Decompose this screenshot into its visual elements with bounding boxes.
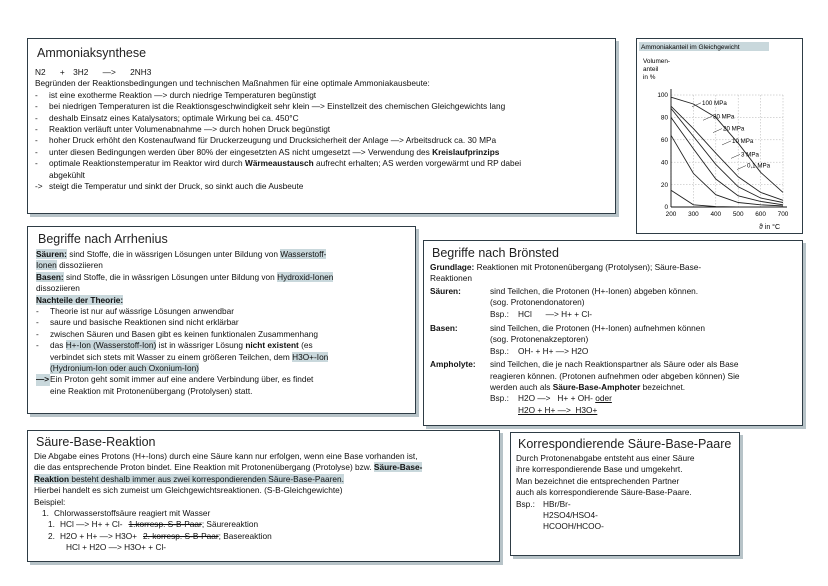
x-tick-label: 700 (777, 211, 789, 218)
series-line-1 (671, 106, 783, 200)
acid-definition: Säuren: sind Teilchen, die Protonen (H+-Ionen) abgeben können. (430, 285, 699, 296)
ampholyte-definition-cont: reagieren können. (Protonen aufnehmen oder abgeben können) Sie (490, 370, 740, 381)
y-axis-label-3: in % (643, 74, 656, 81)
y-tick-label: 100 (657, 92, 668, 100)
ampholyte-example: Bsp.: H2O —> H+ + OH- oder (490, 393, 612, 404)
list-item: - Theorie ist nur auf wässrige Lösungen anwendbar (36, 306, 235, 317)
disadvantages-heading: Nachteile der Theorie: (36, 294, 124, 305)
list-item: - zwischen Säuren und Basen gibt es keinen funktionalen Zusammenhang (36, 328, 318, 339)
section-title: Säure-Base-Reaktion (36, 435, 156, 449)
chart-ticks (657, 92, 788, 218)
acid-definition-cont: (sog. Protonendonatoren) (490, 297, 585, 308)
series-line-4 (671, 135, 783, 206)
y-axis-label-2: anteil (643, 66, 659, 73)
x-tick-label: 300 (688, 211, 699, 218)
y-tick-label: 80 (660, 114, 668, 122)
series-label: 100 MPa (702, 99, 727, 107)
bullet-list (35, 90, 608, 193)
series-label-leader (731, 154, 740, 158)
list-item: - saure und basische Reaktionen sind nicht erklärbar (36, 317, 239, 328)
example-item: Bsp.: HBr/Br- (516, 498, 571, 509)
paragraph-line: Reaktion besteht deshalb immer aus zwei korrespondierenden Säure-Base-Paaren. (34, 473, 344, 484)
chart-grid (671, 95, 783, 207)
example-item: H2SO4/HSO4- (543, 510, 598, 521)
section-title: Korrespondierende Säure-Base-Paare (518, 437, 732, 451)
list-item: - das H+-Ion (Wasserstoff-Ion) ist in wässriger Lösung nicht existent (es (36, 340, 313, 351)
series-label: 30 MPa (713, 113, 735, 121)
example-item: 1. Chlorwasserstoffsäure reagiert mit Wasser (42, 508, 211, 519)
list-item-continuation: abgekühlt (49, 169, 85, 180)
list-item: - bei niedrigen Temperaturen ist die Reaktionsgeschwindigkeit sehr klein —> Einstellzeit des chemischen Gleichgewichts lang (35, 101, 506, 112)
x-axis-label: ϑ in °C (759, 224, 781, 231)
list-item: - optimale Reaktionstemperatur im Reaktor wird durch Wärmeaustausch aufrecht erhalten; AS werden vorgewärmt und RP dabei (35, 158, 522, 169)
section-title: Begriffe nach Brönsted (432, 246, 559, 260)
intro-text: Begründen der Reaktionsbedingungen und technischen Maßnahmen für eine optimale Ammoniakausbeute: (35, 78, 430, 89)
base-definition: Basen: sind Stoffe, die in wässrigen Lösungen unter Bildung von Hydroxid-Ionen (36, 271, 334, 282)
list-item: - hoher Druck erhöht den Kostenaufwand für Druckerzeugung und Drucksicherheit der Anlage —> Arbeitsdruck ca. 30 MPa (35, 135, 497, 146)
example-equation: 2. H2O + H+ —> H3O+ 2. korresp. S-B-Paar ; Basereaktion (48, 530, 272, 541)
y-tick-label: 20 (660, 181, 668, 189)
paragraph-line: die das entsprechende Proton bindet. Eine Reaktion mit Protonenübergang (Protolyse) bzw. Säure-Base- (34, 462, 423, 473)
paragraph-line: Die Abgabe eines Protons (H+-Ions) durch eine Säure kann nur erfolgen, wenn eine Base vorhanden ist, (34, 451, 418, 461)
basis-definition-cont: Reaktionen (430, 273, 472, 284)
acid-definition-cont: Ionen dissoziieren (36, 260, 103, 271)
equilibrium-chart-section (636, 38, 803, 234)
paragraph-line: Durch Protonenabgabe entsteht aus einer Säure (516, 453, 695, 463)
example-equation: 1. HCl —> H+ + Cl- 1.korresp. S-B-Paar ; Säurereaktion (48, 519, 259, 530)
series-label: 10 MPa (732, 137, 754, 145)
arrhenius-section (27, 226, 416, 414)
base-example: Bsp.: OH- + H+ —> H2O (490, 345, 589, 356)
ampholyte-definition: Ampholyte: sind Teilchen, die je nach Reaktionspartner als Säure oder als Base (430, 359, 739, 370)
series-label-leader (713, 129, 722, 133)
base-definition-cont: (sog. Protonenakzeptoren) (490, 334, 589, 345)
chart-title: Ammoniakanteil im Gleichgewicht (641, 44, 740, 51)
example-equation: HCl + H2O —> H3O+ + Cl- (66, 542, 167, 553)
acid-definition: Säuren: sind Stoffe, die in wässrigen Lösungen unter Bildung von Wasserstoff- (36, 249, 327, 259)
x-tick-label: 400 (710, 211, 722, 218)
ampholyte-definition-cont: werden auch als Säure-Base-Amphoter bezeichnet. (490, 382, 686, 393)
series-label: 0,1 MPa (747, 162, 771, 170)
paragraph-line: Hierbei handelt es sich zumeist um Gleichgewichtsreaktionen. (S-B-Gleichgewichte) (34, 485, 343, 496)
paragraph-line: Man bezeichnet die entsprechenden Partner (516, 475, 680, 486)
series-label: 3 MPa (741, 151, 759, 159)
series-label: 20 MPa (723, 125, 745, 133)
conclusion-line: —> Ein Proton geht somit immer auf eine andere Verbindung über, es findet (36, 374, 314, 385)
base-definition: Basen: sind Teilchen, die Protonen (H+-Ionen) aufnehmen können (430, 323, 706, 334)
basis-definition: Grundlage: Reaktionen mit Protonenübergang (Protolysen); Säure-Base- (430, 262, 702, 272)
section-title: Ammoniaksynthese (37, 46, 147, 60)
x-tick-label: 500 (732, 211, 744, 218)
ammonia-equilibrium-chart (637, 39, 802, 233)
x-tick-label: 600 (755, 211, 766, 218)
x-tick-label: 200 (665, 211, 677, 218)
acid-example: Bsp.: HCl —> H+ + Cl- (490, 308, 592, 319)
example-item: HCOOH/HCOO- (543, 521, 604, 532)
list-item-continuation: verbindet sich stets mit Wasser zu einem größeren Teilchen, dem H3O+-Ion (50, 351, 329, 362)
broensted-section (423, 240, 803, 426)
y-tick-label: 60 (660, 137, 668, 144)
reaction-equation: N2 + 3H2 —> 2NH3 (35, 67, 152, 77)
series-line-0 (671, 97, 783, 192)
list-item: - deshalb Einsatz eines Katalysators; optimale Wirkung bei ca. 450°C (35, 112, 299, 123)
list-item: - unter diesen Bedingungen werden über 80% der eingesetzten AS nicht umgesetzt —> Verwendung des Kreislaufprinzips (35, 146, 500, 157)
paragraph-line: auch als korrespondierende Säure-Base-Paare. (516, 487, 692, 498)
conclusion-line: -> steigt die Temperatur und sinkt der Druck, so sinkt auch die Ausbeute (35, 181, 304, 192)
saeure-base-reaktion-section (27, 430, 500, 562)
korrespondierende-paare-section (510, 432, 740, 556)
series-label-leader (703, 116, 712, 120)
y-axis-label-1: Volumen- (643, 58, 670, 65)
base-definition-cont: dissoziieren (36, 283, 80, 294)
y-tick-label: 0 (664, 204, 668, 212)
list-item: - Reaktion verläuft unter Volumenabnahme —> durch hohen Druck begünstigt (35, 124, 331, 135)
list-item-continuation: (Hydronium-Ion oder auch Oxonium-Ion) (50, 363, 199, 374)
series-label-leader (722, 141, 731, 145)
section-title: Begriffe nach Arrhenius (38, 232, 168, 246)
example-heading: Beispiel: (34, 496, 66, 507)
ampholyte-example-2: H2O + H+ —> H3O+ (518, 404, 598, 415)
paragraph-line: ihre korrespondierende Base und umgekehrt. (516, 464, 683, 475)
ammoniaksynthese-section (27, 38, 616, 214)
list-item: - ist eine exotherme Reaktion —> durch niedrige Temperaturen begünstigt (35, 89, 317, 100)
y-tick-label: 40 (660, 159, 668, 167)
conclusion-line-cont: eine Reaktion mit Protonenübergang (Protolysen) statt. (50, 385, 253, 396)
